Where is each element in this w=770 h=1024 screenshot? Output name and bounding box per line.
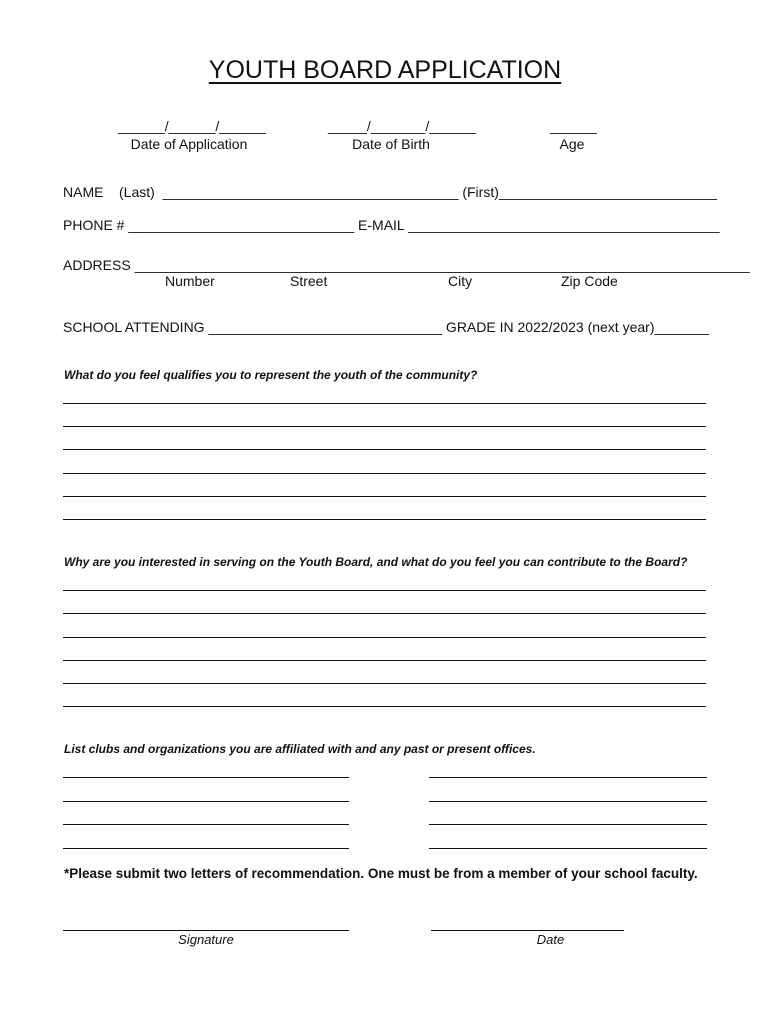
date-label: Date [536, 932, 565, 947]
answer-line[interactable] [63, 403, 706, 404]
question-interest: Why are you interested in serving on the Youth Board, and what do you feel you can contribute to the Board? [64, 555, 688, 569]
name-field[interactable]: NAME (Last) ______________________________________ (First)____________________________ [63, 184, 717, 200]
address-number-label: Number [165, 273, 215, 289]
page-title: YOUTH BOARD APPLICATION [208, 56, 562, 84]
answer-line[interactable] [63, 683, 706, 684]
signature-label: Signature [178, 932, 234, 947]
date-line[interactable] [431, 930, 624, 931]
age-blank[interactable]: ______ [550, 118, 597, 134]
age-label: Age [559, 136, 585, 152]
school-grade-field[interactable]: SCHOOL ATTENDING ______________________________ GRADE IN 2022/2023 (next year)_______ [63, 319, 709, 335]
club-line[interactable] [429, 777, 707, 778]
answer-line[interactable] [63, 590, 706, 591]
date-of-application-label: Date of Application [130, 136, 248, 152]
question-qualifications: What do you feel qualifies you to represent the youth of the community? [64, 368, 478, 382]
answer-line[interactable] [63, 496, 706, 497]
address-city-label: City [448, 273, 473, 289]
date-of-birth-blank[interactable]: _____/_______/______ [328, 118, 476, 134]
address-street-label: Street [290, 273, 328, 289]
club-line[interactable] [63, 848, 349, 849]
phone-email-field[interactable]: PHONE # _____________________________ E-MAIL ________________________________________ [63, 217, 720, 233]
club-line[interactable] [63, 801, 349, 802]
answer-line[interactable] [63, 449, 706, 450]
question-clubs: List clubs and organizations you are affiliated with and any past or present offices. [64, 742, 536, 756]
address-zip-label: Zip Code [561, 273, 618, 289]
club-line[interactable] [63, 824, 349, 825]
answer-line[interactable] [63, 426, 706, 427]
answer-line[interactable] [63, 613, 706, 614]
answer-line[interactable] [63, 706, 706, 707]
answer-line[interactable] [63, 473, 706, 474]
answer-line[interactable] [63, 660, 706, 661]
address-field[interactable]: ADDRESS _______________________________________________________________________________ [63, 257, 750, 273]
date-of-application-blank[interactable]: ______/______/______ [118, 118, 266, 134]
signature-line[interactable] [63, 930, 349, 931]
club-line[interactable] [63, 777, 349, 778]
answer-line[interactable] [63, 519, 706, 520]
answer-line[interactable] [63, 637, 706, 638]
club-line[interactable] [429, 824, 707, 825]
club-line[interactable] [429, 801, 707, 802]
club-line[interactable] [429, 848, 707, 849]
recommendation-note: *Please submit two letters of recommendation. One must be from a member of your school faculty. [64, 866, 698, 881]
date-of-birth-label: Date of Birth [352, 136, 430, 152]
